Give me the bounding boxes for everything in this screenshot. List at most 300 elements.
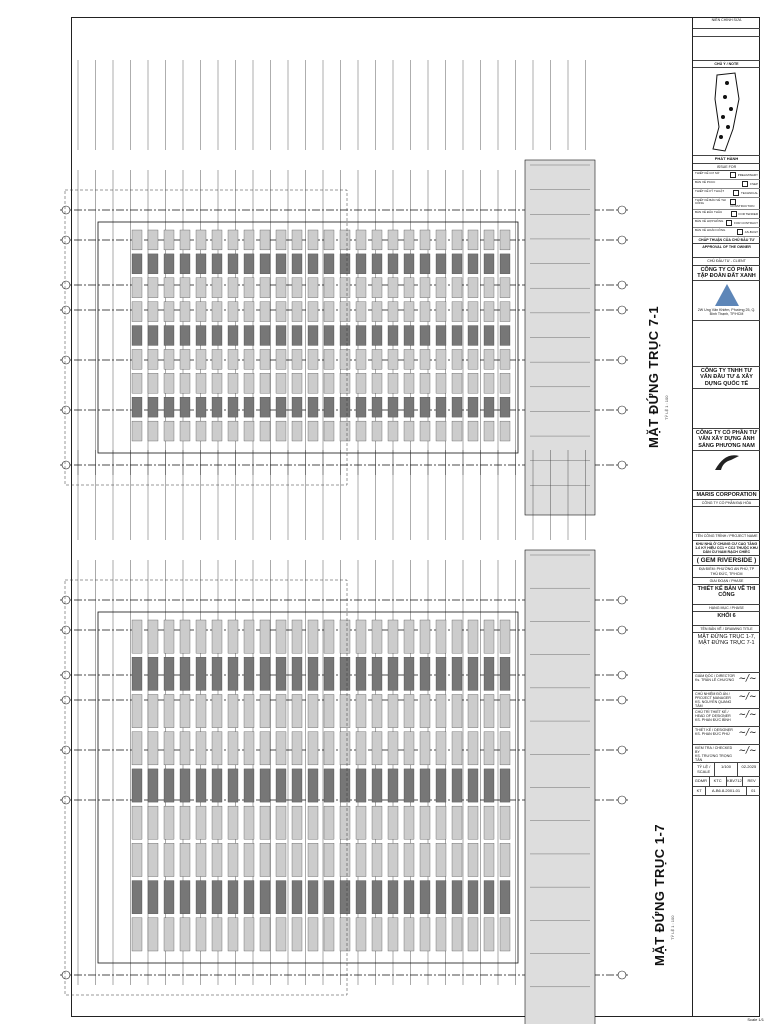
window	[452, 769, 462, 802]
window	[340, 254, 350, 274]
window	[132, 278, 142, 298]
window	[196, 881, 206, 914]
window	[164, 397, 174, 417]
window	[436, 806, 446, 839]
owner-label: CHỦ ĐẦU TƯ - CLIENT	[693, 258, 760, 265]
window	[324, 254, 334, 274]
elevation-title-bottom: MẶT ĐỨNG TRỤC 1-7	[652, 823, 667, 966]
window	[484, 694, 494, 727]
window	[452, 373, 462, 393]
window	[452, 881, 462, 914]
window	[468, 373, 478, 393]
signer-role: THIẾT KẾ / DESIGNER	[695, 728, 733, 733]
window	[308, 620, 318, 653]
revision-header: NIÊN CHÍNH SỬA	[693, 17, 760, 29]
window	[260, 326, 270, 346]
window	[356, 373, 366, 393]
window	[324, 620, 334, 653]
issue-label: PHÁT HÀNH	[693, 156, 760, 164]
window	[276, 657, 286, 690]
window	[420, 326, 430, 346]
code-3: KBV712	[727, 777, 744, 786]
window	[452, 918, 462, 951]
window	[132, 694, 142, 727]
checklist-item	[693, 189, 760, 198]
code-2: KTC	[710, 777, 727, 786]
window	[484, 918, 494, 951]
signature-icon: ~/~	[738, 692, 757, 703]
window	[244, 397, 254, 417]
window	[324, 302, 334, 322]
window	[196, 230, 206, 250]
window	[404, 254, 414, 274]
window	[468, 349, 478, 369]
window	[164, 881, 174, 914]
window	[148, 620, 158, 653]
window	[196, 620, 206, 653]
consultant-1: CÔNG TY TNHH TƯ VẤN ĐẦU TƯ & XÂY DỰNG QUỐC TẾ	[693, 367, 760, 389]
page-id: Scale 1/1	[747, 1017, 764, 1022]
checklist-option: PRELIMINARY	[730, 172, 758, 178]
window	[148, 881, 158, 914]
window	[340, 732, 350, 765]
window	[356, 302, 366, 322]
window	[324, 732, 334, 765]
window	[164, 657, 174, 690]
window	[436, 620, 446, 653]
window	[276, 397, 286, 417]
window	[180, 373, 190, 393]
window	[484, 421, 494, 441]
window	[132, 918, 142, 951]
window	[484, 620, 494, 653]
window	[500, 230, 510, 250]
scale-label: TỶ LỆ / SCALE	[693, 763, 715, 776]
window	[260, 373, 270, 393]
window	[420, 769, 430, 802]
window	[292, 278, 302, 298]
window	[324, 278, 334, 298]
window	[308, 806, 318, 839]
window	[228, 732, 238, 765]
window	[420, 373, 430, 393]
window	[148, 349, 158, 369]
window	[148, 694, 158, 727]
window	[132, 349, 142, 369]
window	[132, 620, 142, 653]
window	[372, 620, 382, 653]
window	[388, 806, 398, 839]
window	[324, 326, 334, 346]
window	[196, 694, 206, 727]
window	[388, 326, 398, 346]
window	[276, 421, 286, 441]
window	[212, 769, 222, 802]
window	[484, 881, 494, 914]
window	[500, 421, 510, 441]
window	[436, 769, 446, 802]
window	[420, 806, 430, 839]
window	[276, 302, 286, 322]
window	[228, 278, 238, 298]
window	[148, 918, 158, 951]
axis-bubble	[618, 971, 626, 979]
window	[260, 732, 270, 765]
window	[196, 373, 206, 393]
window	[228, 769, 238, 802]
window	[356, 620, 366, 653]
window	[180, 881, 190, 914]
window	[340, 620, 350, 653]
window	[148, 769, 158, 802]
window	[436, 918, 446, 951]
window	[180, 732, 190, 765]
window	[212, 397, 222, 417]
window	[500, 254, 510, 274]
window	[436, 278, 446, 298]
window	[164, 769, 174, 802]
window	[452, 732, 462, 765]
window	[484, 373, 494, 393]
window	[212, 254, 222, 274]
window	[132, 397, 142, 417]
window	[180, 421, 190, 441]
window	[244, 326, 254, 346]
axis-bubble	[618, 306, 626, 314]
checklist-option: FOR TENDER	[731, 211, 758, 217]
window	[180, 397, 190, 417]
window	[452, 806, 462, 839]
drawing-number-row	[693, 787, 760, 797]
window	[404, 694, 414, 727]
window	[452, 694, 462, 727]
window	[308, 278, 318, 298]
window	[132, 254, 142, 274]
project-label: TÊN CÔNG TRÌNH / PROJECT NAME	[693, 533, 760, 540]
window	[420, 918, 430, 951]
window	[468, 230, 478, 250]
window	[452, 843, 462, 876]
window	[340, 397, 350, 417]
window	[340, 657, 350, 690]
axis-bubble	[618, 796, 626, 804]
window	[180, 278, 190, 298]
window	[228, 918, 238, 951]
window	[196, 278, 206, 298]
block: KHỐI 6	[693, 612, 760, 626]
window	[244, 769, 254, 802]
window	[468, 769, 478, 802]
window	[260, 806, 270, 839]
checklist-item	[693, 180, 760, 189]
checkbox-icon	[726, 220, 732, 226]
window	[308, 349, 318, 369]
window	[468, 620, 478, 653]
window	[228, 349, 238, 369]
window	[244, 620, 254, 653]
window	[308, 769, 318, 802]
window	[244, 349, 254, 369]
window	[292, 230, 302, 250]
revision-blank	[693, 37, 760, 61]
window	[324, 843, 334, 876]
window	[420, 421, 430, 441]
window	[388, 373, 398, 393]
axis-bubble	[618, 696, 626, 704]
window	[276, 254, 286, 274]
window	[356, 326, 366, 346]
window	[164, 732, 174, 765]
window	[436, 230, 446, 250]
window	[404, 620, 414, 653]
window	[404, 278, 414, 298]
project-address: ĐỊA ĐIỂM: PHƯỜNG AN PHÚ, TP THỦ ĐỨC, TP.HCM	[693, 566, 760, 577]
window	[468, 843, 478, 876]
axis-bubble	[62, 236, 70, 244]
window	[340, 806, 350, 839]
window	[164, 694, 174, 727]
window	[212, 806, 222, 839]
window	[260, 620, 270, 653]
window	[180, 254, 190, 274]
window	[500, 397, 510, 417]
checklist-item	[693, 198, 760, 210]
window	[356, 694, 366, 727]
window	[196, 732, 206, 765]
window	[196, 769, 206, 802]
window	[340, 373, 350, 393]
window	[180, 769, 190, 802]
window	[292, 732, 302, 765]
window	[276, 349, 286, 369]
window	[260, 302, 270, 322]
window	[148, 254, 158, 274]
window	[308, 843, 318, 876]
window	[436, 843, 446, 876]
checklist-option: AS-BUILT	[737, 229, 758, 235]
window	[196, 806, 206, 839]
axis-bubble	[618, 461, 626, 469]
window	[436, 694, 446, 727]
axis-bubble	[62, 306, 70, 314]
window	[164, 843, 174, 876]
window	[164, 918, 174, 951]
window	[260, 843, 270, 876]
window	[292, 349, 302, 369]
window	[340, 694, 350, 727]
window	[372, 881, 382, 914]
window	[308, 657, 318, 690]
window	[500, 349, 510, 369]
window	[372, 918, 382, 951]
window	[404, 769, 414, 802]
window	[180, 302, 190, 322]
elevation-scale-top: TỶ LỆ 1 : 100	[664, 395, 669, 420]
signer-name: KS. PHAN ĐỨC BÌNH	[695, 718, 731, 723]
elevation-scale-bottom: TỶ LỆ 1 : 100	[670, 915, 675, 940]
window	[292, 881, 302, 914]
window	[356, 918, 366, 951]
window	[340, 918, 350, 951]
axis-bubble	[62, 971, 70, 979]
window	[420, 349, 430, 369]
window	[228, 881, 238, 914]
window	[164, 373, 174, 393]
window	[180, 230, 190, 250]
window	[148, 843, 158, 876]
window	[324, 694, 334, 727]
window	[260, 881, 270, 914]
window	[324, 881, 334, 914]
window	[132, 302, 142, 322]
phase-label: GIAI ĐOẠN / PHASE	[693, 578, 760, 585]
window	[292, 302, 302, 322]
window	[276, 732, 286, 765]
window	[212, 732, 222, 765]
window	[500, 769, 510, 802]
window	[292, 421, 302, 441]
window	[164, 620, 174, 653]
window	[452, 278, 462, 298]
window	[356, 769, 366, 802]
window	[484, 349, 494, 369]
window	[340, 349, 350, 369]
window	[404, 843, 414, 876]
window	[228, 373, 238, 393]
window	[468, 278, 478, 298]
designer-name: MARIS CORPORATION	[693, 491, 760, 500]
window	[388, 732, 398, 765]
window	[308, 918, 318, 951]
window	[164, 421, 174, 441]
owner-blank	[693, 321, 760, 367]
window	[260, 397, 270, 417]
window	[452, 254, 462, 274]
window	[164, 302, 174, 322]
axis-bubble	[62, 356, 70, 364]
checklist-label: BẢN VẼ ĐẤU THẦU	[695, 210, 723, 215]
window	[228, 806, 238, 839]
window	[404, 732, 414, 765]
window	[132, 373, 142, 393]
scale-value: 1/100	[715, 763, 737, 776]
window	[308, 230, 318, 250]
window	[388, 694, 398, 727]
window	[324, 806, 334, 839]
window	[388, 349, 398, 369]
window	[148, 397, 158, 417]
axis-bubble	[62, 281, 70, 289]
signer-row	[693, 745, 760, 763]
window	[436, 657, 446, 690]
axis-bubble	[62, 406, 70, 414]
window	[356, 806, 366, 839]
window	[420, 278, 430, 298]
window	[388, 421, 398, 441]
window	[132, 657, 142, 690]
axis-bubble	[62, 696, 70, 704]
signer-role: GIÁM ĐỐC / DIRECTOR	[695, 674, 735, 679]
window	[228, 843, 238, 876]
owner-logo-cell	[693, 281, 760, 321]
window	[372, 421, 382, 441]
window	[404, 421, 414, 441]
window	[212, 620, 222, 653]
window	[228, 397, 238, 417]
window	[276, 620, 286, 653]
window	[308, 694, 318, 727]
window	[292, 326, 302, 346]
window	[388, 657, 398, 690]
window	[420, 843, 430, 876]
window	[132, 769, 142, 802]
window	[276, 843, 286, 876]
window	[484, 843, 494, 876]
window	[356, 421, 366, 441]
checklist-item	[693, 228, 760, 237]
designer-info	[693, 507, 760, 533]
window	[244, 278, 254, 298]
window	[164, 806, 174, 839]
window	[180, 694, 190, 727]
window	[212, 349, 222, 369]
checklist-option: FSEP	[742, 181, 758, 187]
window	[404, 230, 414, 250]
window	[340, 326, 350, 346]
window	[244, 806, 254, 839]
window	[292, 769, 302, 802]
window	[276, 881, 286, 914]
signature-icon: ~/~	[738, 746, 757, 757]
window	[196, 326, 206, 346]
checklist-option: FOR CONTRACT	[726, 220, 758, 226]
issue-checklist	[693, 171, 760, 237]
window	[292, 657, 302, 690]
window	[324, 918, 334, 951]
window	[372, 769, 382, 802]
window	[244, 657, 254, 690]
axis-bubble	[62, 461, 70, 469]
window	[436, 373, 446, 393]
window	[356, 349, 366, 369]
window	[196, 302, 206, 322]
window	[292, 694, 302, 727]
window	[180, 657, 190, 690]
window	[500, 620, 510, 653]
window	[212, 302, 222, 322]
signer-name: Ks. TRẦN LÊ CHƯƠNG	[695, 678, 735, 683]
window	[452, 620, 462, 653]
window	[292, 843, 302, 876]
window	[292, 806, 302, 839]
window	[212, 881, 222, 914]
signatures	[693, 673, 760, 763]
window	[420, 694, 430, 727]
window	[356, 732, 366, 765]
window	[340, 881, 350, 914]
window	[452, 397, 462, 417]
axis-bubble	[62, 626, 70, 634]
checklist-label: THIẾT KẾ CƠ SỞ	[695, 170, 720, 175]
window	[148, 230, 158, 250]
window	[484, 302, 494, 322]
scale-date-row	[693, 763, 760, 777]
window	[244, 373, 254, 393]
key-note-label: CHỦ Ý / NOTE	[693, 61, 760, 68]
window	[420, 254, 430, 274]
window	[452, 230, 462, 250]
signature-icon: ~/~	[738, 728, 757, 739]
